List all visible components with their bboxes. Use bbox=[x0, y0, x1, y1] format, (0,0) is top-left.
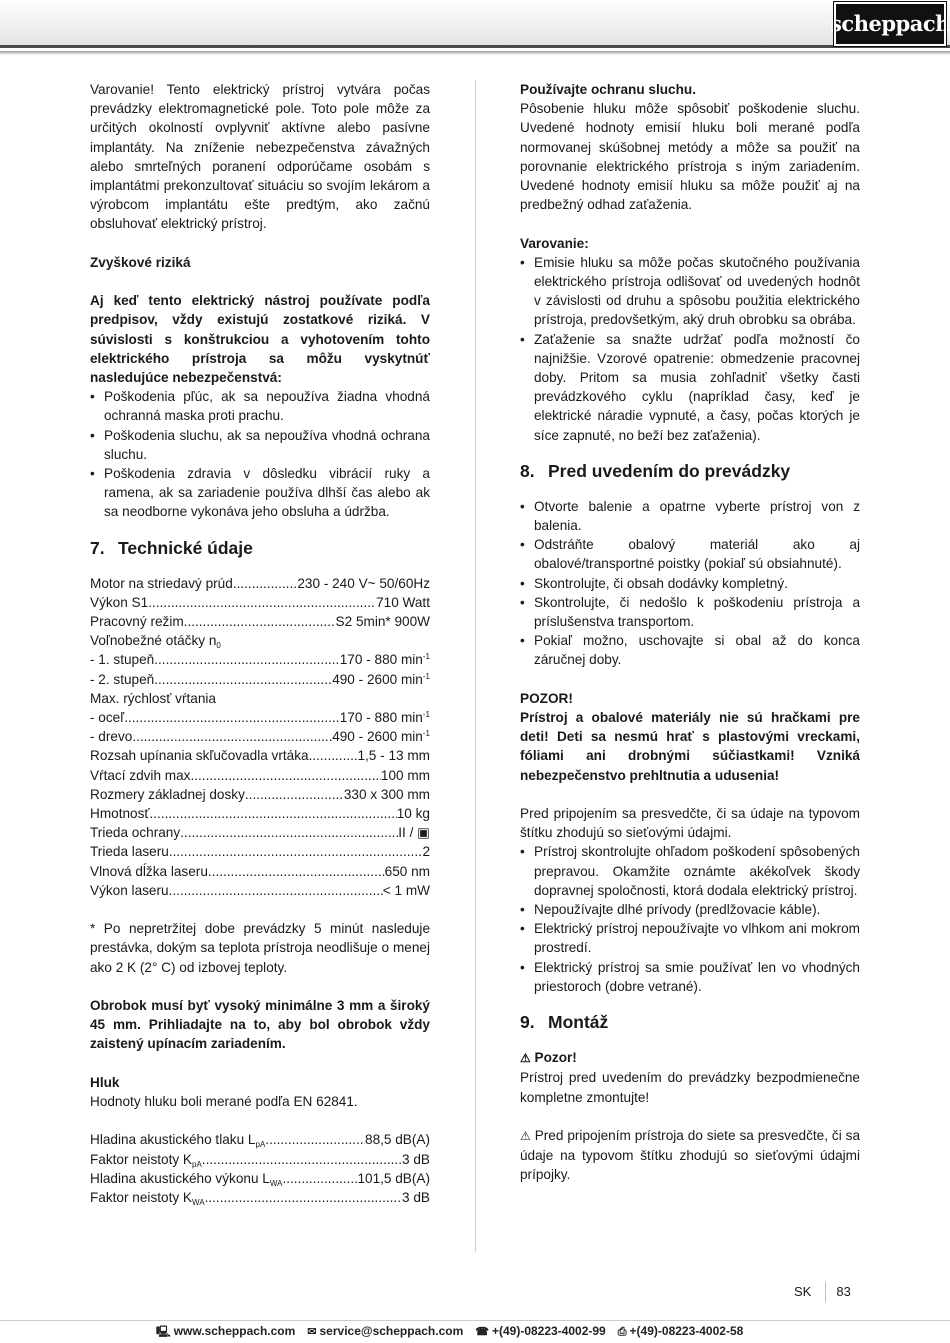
right-column bbox=[520, 80, 860, 1185]
spec-row bbox=[90, 1130, 430, 1149]
spec-value: 2 bbox=[422, 844, 430, 860]
spec-label: Vŕtací zdvih max. bbox=[90, 767, 195, 783]
spec-row bbox=[90, 862, 430, 881]
list-item: • Elektrický prístroj nepoužívajte vo vlhkom ani mokrom prostredí. bbox=[520, 919, 860, 957]
list-item: • Emisie hluku sa môže počas skutočného používania elektrického prístroja odlišovať od uvedených hodnôt v závislosti od druhu a spôsobu použitia elektrického prístroja, predovšetkým, aký druh obrobku sa obrába. bbox=[520, 253, 860, 330]
fax-icon: ⎙ bbox=[617, 1325, 627, 1338]
spec-label: Rozmery základnej dosky bbox=[90, 786, 245, 802]
footer-fax[interactable] bbox=[618, 1322, 744, 1342]
dot-leader bbox=[208, 862, 385, 881]
spec-row bbox=[90, 842, 430, 861]
spec-row bbox=[90, 785, 430, 804]
spec-value-superscript: -1 bbox=[422, 710, 430, 720]
spec-label-subscript: WA bbox=[269, 1178, 283, 1188]
spec-label-subscript: 0 bbox=[216, 641, 221, 651]
footer-fax-text: +(49)-08223-4002-58 bbox=[629, 1323, 744, 1338]
section-number: 7. bbox=[90, 537, 105, 558]
spec-value: 101,5 dB(A) bbox=[357, 1170, 430, 1186]
spec-row bbox=[90, 881, 430, 900]
spec-row bbox=[90, 650, 430, 669]
footer-phone-text: +(49)-08223-4002-99 bbox=[491, 1323, 606, 1338]
workpiece-note: Obrobok musí byť vysoký minimálne 3 mm a široký 45 mm. Prihliadajte na to, aby bol obrobok vždy zaistený upínacím zariadením. bbox=[90, 998, 430, 1052]
setup-list bbox=[520, 497, 860, 670]
page-separator bbox=[825, 1282, 826, 1302]
spec-label: Trieda ochrany bbox=[90, 825, 181, 841]
dot-leader bbox=[194, 766, 381, 785]
dot-leader bbox=[154, 650, 340, 669]
noise-heading: Hluk bbox=[90, 1074, 120, 1090]
spec-label: - 1. stupeň bbox=[90, 652, 155, 668]
spec-value: 650 nm bbox=[384, 863, 430, 879]
spec-row bbox=[90, 1188, 430, 1207]
spec-value-superscript: -1 bbox=[422, 729, 430, 739]
spec-label: - drevo bbox=[90, 729, 133, 745]
spec-row bbox=[90, 746, 430, 765]
spec-row bbox=[90, 1169, 430, 1188]
noise-values bbox=[90, 1130, 430, 1207]
dot-leader bbox=[233, 574, 298, 593]
footer-web-text: www.scheppach.com bbox=[173, 1323, 296, 1338]
list-item: • Skontrolujte, či nedošlo k poškodeniu prístroja a príslušenstva transportom. bbox=[520, 593, 860, 631]
warning-triangle-icon: ⚠ bbox=[520, 1051, 531, 1066]
spec-value: 3 dB bbox=[402, 1151, 430, 1167]
spec-label: Hladina akustického výkonu $L_{WA}$ bbox=[90, 1170, 283, 1188]
attention-heading bbox=[520, 1048, 860, 1068]
connect-list bbox=[520, 842, 860, 996]
hearing-text: Pôsobenie hluku môže spôsobiť poškodenie sluchu. Uvedené hodnoty emisií hluku boli merané podľa normovanej skúšobnej metódy a môže sa použiť na porovnanie elektrického prístroja s iným zariadením. Uvedené hodnoty emisií hluku sa môže použiť aj na predbežný odhad zaťaženia. bbox=[520, 101, 860, 213]
spec-row bbox=[90, 823, 430, 842]
footer-web[interactable] bbox=[156, 1322, 295, 1342]
dot-leader bbox=[132, 727, 332, 746]
section-title: Montáž bbox=[548, 1012, 609, 1033]
section-number: 9. bbox=[520, 1012, 535, 1033]
language-code: SK bbox=[794, 1284, 812, 1300]
list-item: • Nepoužívajte dlhé prívody (predlžovacie káble). bbox=[520, 900, 860, 919]
dot-leader bbox=[169, 881, 383, 900]
final-text bbox=[520, 1126, 860, 1185]
computer-icon: 🖳 bbox=[156, 1325, 171, 1338]
column-divider bbox=[475, 80, 476, 1252]
spec-label: Pracovný režim bbox=[90, 614, 184, 630]
spec-value: 490 - 2600 $\min^{-1}$ bbox=[332, 729, 430, 745]
spec-row bbox=[90, 1150, 430, 1169]
spec-value-superscript: -1 bbox=[422, 671, 430, 681]
spec-row bbox=[90, 689, 430, 708]
dot-leader bbox=[265, 1130, 365, 1149]
spec-label: Hmotnosť bbox=[90, 806, 150, 822]
spec-label: Trieda laseru bbox=[90, 844, 169, 860]
spec-row bbox=[90, 593, 430, 612]
dot-leader bbox=[282, 1169, 357, 1188]
pozor-heading: POZOR! bbox=[520, 690, 573, 706]
emf-warning: Varovanie! Tento elektrický prístroj vytvára počas prevádzky elektromagnetické pole. Toto pole môže za určitých okolností ovplyvniť aktívne alebo pasívne implantáty. Na zníženie nebezpečenstva závažných alebo smrteľných poranení odporúčame osobám s implantátmi prekonzultovať situáciu so svojím lekárom a výrobcom implantátu ešte predtým, ako začnú obsluhovať elektrický prístroj. bbox=[90, 82, 430, 232]
contact-footer bbox=[0, 1320, 950, 1343]
spec-value: 230 - 240 V~ 50/60Hz bbox=[297, 575, 430, 591]
spec-value: 88,5 dB(A) bbox=[365, 1132, 430, 1148]
spec-value: 100 mm bbox=[380, 767, 430, 783]
spec-row bbox=[90, 804, 430, 823]
spec-label: Motor na striedavý prúd bbox=[90, 575, 233, 591]
spec-value: 170 - 880 $\min^{-1}$ bbox=[339, 710, 430, 726]
header-band bbox=[0, 0, 950, 48]
spec-label: Voľnobežné otáčky $n_0$ bbox=[90, 633, 221, 651]
spec-value: 490 - 2600 $\min^{-1}$ bbox=[332, 671, 430, 687]
residual-risks-heading: Zvyškové riziká bbox=[90, 254, 191, 270]
spec-value: 710 Watt bbox=[376, 594, 430, 610]
spec-label: Vlnová dĺžka laseru bbox=[90, 863, 208, 879]
final-text-body: Pred pripojením prístroja do siete sa presvedčte, či sa údaje na typovom štítku zhodujú so sieťovými údajmi prípojky. bbox=[520, 1127, 861, 1183]
connect-text: Pred pripojením sa presvedčte, či sa údaje na typovom štítku zhodujú so sieťovými údajmi. bbox=[520, 806, 860, 841]
list-item: • Pokiaľ možno, uschovajte si obal až do konca záručnej doby. bbox=[520, 631, 860, 669]
dot-leader bbox=[154, 670, 332, 689]
residual-risks-intro: Aj keď tento elektrický nástroj používate podľa predpisov, vždy existujú zostatkové riziká. V súvislosti s konštrukciou a vyhotovením tohto elektrického prístroja sa môžu vyskytnúť nasledujúce nebezpečenstvá: bbox=[90, 293, 430, 386]
duty-footnote: * Po nepretržitej dobe prevádzky 5 minút nasleduje prestávka, dokým sa teplota prístroja neodlišuje o menej ako 2 K (2° C) od izbovej teploty. bbox=[90, 921, 430, 975]
section-title: Technické údaje bbox=[118, 537, 253, 558]
spec-value-superscript: -1 bbox=[422, 652, 430, 662]
warning-heading: Varovanie: bbox=[520, 235, 589, 251]
dot-leader bbox=[202, 1150, 402, 1169]
spec-label: Max. rýchlosť vŕtania bbox=[90, 690, 216, 706]
attention-label: Pozor! bbox=[534, 1050, 577, 1066]
list-item: • Skontrolujte, či obsah dodávky kompletný. bbox=[520, 574, 860, 593]
list-item: • Otvorte balenie a opatrne vyberte prístroj von z balenia. bbox=[520, 497, 860, 535]
spec-label: Výkon laseru bbox=[90, 882, 169, 898]
header-shadow bbox=[0, 51, 950, 55]
spec-label-subscript: WA bbox=[192, 1198, 205, 1208]
spec-value: 330 x 300 mm bbox=[343, 786, 430, 802]
dot-leader bbox=[148, 593, 376, 612]
dot-leader bbox=[309, 746, 358, 765]
dot-leader bbox=[169, 842, 423, 861]
footer-email-text: service@scheppach.com bbox=[319, 1323, 464, 1338]
noise-text: Hodnoty hluku boli merané podľa EN 62841. bbox=[90, 1094, 358, 1110]
technical-specs bbox=[90, 574, 430, 900]
dot-leader bbox=[205, 1188, 402, 1207]
spec-value: 3 dB bbox=[402, 1190, 430, 1206]
mail-icon: ✉ bbox=[307, 1325, 317, 1338]
section-9-heading bbox=[520, 1010, 860, 1034]
spec-value: 10 kg bbox=[396, 806, 430, 822]
spec-row bbox=[90, 708, 430, 727]
page-footer bbox=[794, 1282, 851, 1302]
spec-label: Faktor neistoty $K_{WA}$ bbox=[90, 1190, 205, 1208]
section-8-heading bbox=[520, 459, 860, 483]
dot-leader bbox=[180, 823, 398, 842]
warning-list bbox=[520, 253, 860, 445]
spec-row bbox=[90, 612, 430, 631]
spec-label: Faktor neistoty $K_{pA}$ bbox=[90, 1151, 202, 1169]
pozor-text: Prístroj a obalové materiály nie sú hračkami pre deti! Deti sa nesmú hrať s plastovými vreckami, fóliami ani drobnými súčiastkami! Vzniká nebezpečenstvo prehltnutia a udusenia! bbox=[520, 710, 860, 783]
footer-email[interactable] bbox=[307, 1322, 463, 1342]
dot-leader bbox=[150, 804, 397, 823]
warning-triangle-icon: ⚠ bbox=[520, 1128, 531, 1143]
spec-value: II / ▣ bbox=[398, 825, 430, 841]
section-number: 8. bbox=[520, 460, 535, 481]
spec-row bbox=[90, 574, 430, 593]
page-number: 83 bbox=[836, 1284, 851, 1300]
spec-row bbox=[90, 631, 430, 650]
list-item: • Odstráňte obalový materiál ako aj obalové/transportné poistky (pokiaľ sú obsiahnuté). bbox=[520, 535, 860, 573]
spec-value: S2 5min* 900W bbox=[335, 614, 430, 630]
dot-leader bbox=[184, 612, 336, 631]
list-item: • Poškodenia sluchu, ak sa nepoužíva vhodná ochrana sluchu. bbox=[90, 426, 430, 464]
spec-label: Hladina akustického tlaku $L_{pA}$ bbox=[90, 1132, 266, 1150]
spec-label-subscript: pA bbox=[192, 1159, 202, 1169]
spec-value: 1,5 - 13 mm bbox=[357, 748, 430, 764]
spec-label: Výkon S1 bbox=[90, 594, 149, 610]
brand-logo: scheppach bbox=[834, 2, 946, 46]
hearing-heading: Používajte ochranu sluchu. bbox=[520, 82, 696, 97]
list-item: • Poškodenia pľúc, ak sa nepoužíva žiadna vhodná ochranná maska proti prachu. bbox=[90, 387, 430, 425]
residual-risks-list bbox=[90, 387, 430, 521]
left-column bbox=[90, 80, 430, 1207]
dot-leader bbox=[124, 708, 340, 727]
spec-row bbox=[90, 727, 430, 746]
dot-leader bbox=[245, 785, 344, 804]
spec-value: < 1 mW bbox=[382, 882, 430, 898]
section-title: Pred uvedením do prevádzky bbox=[548, 460, 791, 481]
spec-label: - 2. stupeň bbox=[90, 671, 155, 687]
list-item: • Prístroj skontrolujte ohľadom poškodení spôsobených prepravou. Okamžite oznámte akékoľvek škody dopravnej spoločnosti, ktorá dodala elektrický prístroj. bbox=[520, 842, 860, 900]
section-7-heading bbox=[90, 536, 430, 560]
phone-icon: ☎ bbox=[475, 1325, 489, 1338]
attention-text: Prístroj pred uvedením do prevádzky bezpodmienečne kompletne zmontujte! bbox=[520, 1070, 860, 1105]
list-item: • Elektrický prístroj sa smie používať len vo vhodných priestoroch (dobre vetrané). bbox=[520, 958, 860, 996]
spec-label: Rozsah upínania skľučovadla vrtáka bbox=[90, 748, 309, 764]
spec-row bbox=[90, 670, 430, 689]
spec-label: - oceľ bbox=[90, 710, 125, 726]
list-item: • Zaťaženie sa snažte udržať podľa možností čo najnižšie. Vzorové opatrenie: obmedzenie pracovnej doby. Pritom sa musia zohľadniť všetky časti prevádzkového cyklu (napríklad časy, keď je elektrické náradie vypnuté, a časy, počas ktorých je síce zapnuté, no beží bez zaťaženia). bbox=[520, 330, 860, 445]
spec-value: 170 - 880 $\min^{-1}$ bbox=[339, 652, 430, 668]
spec-row bbox=[90, 766, 430, 785]
list-item: • Poškodenia zdravia v dôsledku vibrácií ruky a ramena, ak sa zariadenie používa dlhší čas alebo ak sa neodborne vykonáva jeho obsluha a údržba. bbox=[90, 464, 430, 522]
spec-label-subscript: pA bbox=[255, 1140, 266, 1150]
footer-phone[interactable] bbox=[475, 1322, 605, 1342]
